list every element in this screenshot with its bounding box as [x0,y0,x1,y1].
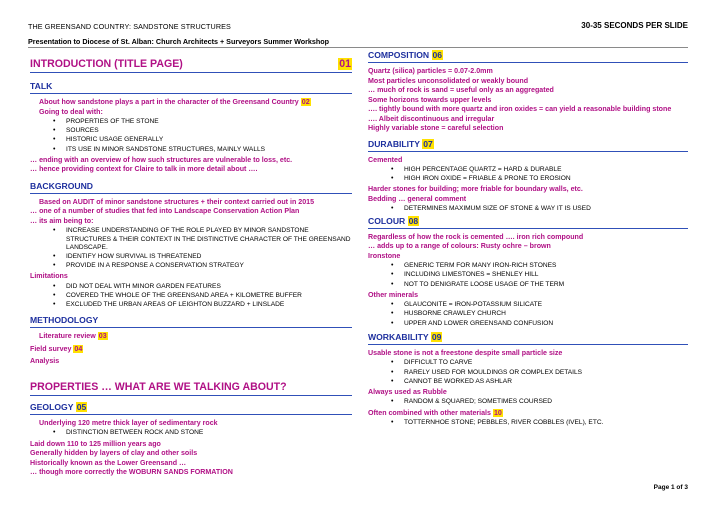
background-bullet-list [30,227,352,270]
list-item: • HUSBORNE CRAWLEY CHURCH [404,310,688,318]
composition-line-3: … much of rock is sand = useful only as an aggregated [368,86,554,94]
durability-bullet-list-2 [368,205,688,213]
geology-heading [30,402,352,415]
document-title: THE GREENSAND COUNTRY: SANDSTONE STRUCTURES [28,22,231,31]
list-item: • ITS USE IN MINOR SANDSTONE STRUCTURES, MAINLY WALLS [66,146,352,154]
list-item: • RANDOM & SQUARED; SOMETIMES COURSED [404,398,688,406]
list-item: • COVERED THE WHOLE OF THE GREENSAND AREA + KILOMETRE BUFFER [66,292,352,300]
list-item: • NOT TO DENIGRATE LOOSE USAGE OF THE TERM [404,281,688,289]
geology-line-2: Laid down 110 to 125 million years ago [30,439,161,448]
list-item: • GENERIC TERM FOR MANY IRON-RICH STONES [404,262,688,270]
list-item: • EXCLUDED THE URBAN AREAS OF LEIGHTON BUZZARD + LINSLADE [66,301,352,309]
slide-number-07: 07 [423,138,433,149]
workability-line-2: Always used as Rubble [368,387,447,396]
field-survey-text: Field survey [30,344,72,353]
page-header [28,22,688,36]
ironstone-list [368,262,688,289]
composition-line-5: …. tightly bound with more quartz and iron oxides = can yield a reasonable building stone [368,105,672,113]
workability-heading-text: WORKABILITY [368,331,429,342]
slide-number-05: 05 [76,401,87,412]
list-item: • DETERMINES MAXIMUM SIZE OF STONE & WAY IT IS USED [404,205,688,213]
workability-heading [368,332,688,345]
talk-line-4: … hence providing context for Claire to talk in more detail about …. [30,165,258,174]
list-item: • INCLUDING LIMESTONES = SHENLEY HILL [404,271,688,279]
workability-line-3 [368,409,688,419]
list-item: • TOTTERNHOE STONE; PEBBLES, RIVER COBBLES (IVEL), ETC. [404,419,688,427]
durability-bullet-list-1 [368,166,688,183]
intro-section-title [30,58,352,73]
geology-line-5: … though more correctly the WOBURN SANDS FORMATION [30,468,233,477]
left-column [30,50,352,478]
limitations-label: Limitations [30,272,68,281]
slide-number-10: 10 [493,408,502,417]
geology-heading-text: GEOLOGY [30,401,74,412]
composition-heading-text: COMPOSITION [368,50,430,60]
properties-section-title: PROPERTIES … WHAT ARE WE TALKING ABOUT? [30,381,352,396]
talk-line-1 [30,98,352,108]
slide-number-08: 08 [408,215,419,226]
workability-bullet-list-3 [368,419,688,427]
other-minerals-label: Other minerals [368,290,419,299]
list-item: • PROVIDE IN A RESPONSE A CONSERVATION STRATEGY [66,262,352,270]
background-line-3: … its aim being to: [30,216,94,225]
list-item: • RARELY USED FOR MOULDINGS OR COMPLEX DETAILS [404,369,688,377]
list-item: • PROPERTIES OF THE STONE [66,118,352,126]
intro-title-text: INTRODUCTION (TITLE PAGE) [30,58,183,70]
geology-line-4: Historically known as the Lower Greensand … [30,458,187,467]
colour-line-2: … adds up to a range of colours: Rusty ochre – brown [368,242,551,251]
presentation-subtitle: Presentation to Diocese of St. Alban: Church Architects + Surveyors Summer Workshop [28,37,330,46]
slide-number-01: 01 [339,58,351,70]
page-number: Page 1 of 3 [653,484,688,491]
list-item: • IDENTIFY HOW SURVIVAL IS THREATENED [66,253,352,261]
durability-heading [368,139,688,152]
slide-number-09: 09 [431,331,442,342]
methodology-heading: METHODOLOGY [30,315,352,328]
talk-line-1-text: About how sandstone plays a part in the character of the Greensand Country [39,98,299,106]
slide-number-02: 02 [301,98,310,106]
slide-number-04: 04 [74,344,83,353]
composition-line-4: Some horizons towards upper levels [368,95,492,104]
geology-line-1: Underlying 120 metre thick layer of sedimentary rock [39,418,218,427]
list-item: • UPPER AND LOWER GREENSAND CONFUSION [404,320,688,328]
list-item: • INCREASE UNDERSTANDING OF THE ROLE PLAYED BY MINOR SANDSTONE STRUCTURES & THEIR CONTEXT IN THE DISTINCTIVE CHARACTER OF THE GREENSAND LANDSCAPE. [66,227,352,252]
literature-review [30,332,352,342]
geology-bullet-list [30,429,352,437]
composition-heading [368,50,688,63]
composition-line-7: Highly variable stone = careful selection [368,124,504,132]
timing-note: 30-35 SECONDS PER SLIDE [581,21,688,30]
durability-line-2: Harder stones for building; more friable for boundary walls, etc. [368,185,583,194]
list-item: • DID NOT DEAL WITH MINOR GARDEN FEATURES [66,283,352,291]
colour-heading-text: COLOUR [368,215,406,226]
header-divider [28,47,688,48]
analysis: Analysis [30,357,60,366]
list-item: • HIGH IRON OXIDE = FRIABLE & PRONE TO EROSION [404,175,688,183]
list-item: • HIGH PERCENTAGE QUARTZ = HARD & DURABLE [404,166,688,174]
composition-line-1: Quartz (silica) particles = 0.07-2.0mm [368,67,493,75]
workability-bullet-list-2 [368,398,688,406]
workability-line-3-text: Often combined with other materials [368,408,491,417]
list-item: • CANNOT BE WORKED AS ASHLAR [404,378,688,386]
field-survey [30,345,352,355]
other-minerals-list [368,301,688,328]
geology-line-3: Generally hidden by layers of clay and other soils [30,449,198,458]
colour-heading [368,216,688,229]
durability-line-1: Cemented [368,155,403,164]
talk-line-2: Going to deal with: [39,107,103,116]
list-item: • HISTORIC USAGE GENERALLY [66,136,352,144]
durability-heading-text: DURABILITY [368,138,420,149]
limitations-list [30,283,352,310]
colour-line-1: Regardless of how the rock is cemented …. iron rich compound [368,232,584,241]
talk-line-3: … ending with an overview of how such structures are vulnerable to loss, etc. [30,155,293,164]
composition-line-2: Most particles unconsolidated or weakly bound [368,76,529,85]
list-item: • DIFFICULT TO CARVE [404,359,688,367]
talk-bullet-list [30,118,352,154]
durability-line-3: Bedding … general comment [368,194,467,203]
list-item: • SOURCES [66,127,352,135]
workability-line-1: Usable stone is not a freestone despite small particle size [368,348,563,357]
workability-bullet-list-1 [368,359,688,386]
ironstone-label: Ironstone [368,251,401,260]
background-heading: BACKGROUND [30,181,352,194]
background-line-1: Based on AUDIT of minor sandstone structures + their context carried out in 2015 [39,197,315,206]
list-item: • DISTINCTION BETWEEN ROCK AND STONE [66,429,352,437]
literature-review-text: Literature review [39,332,96,341]
background-line-2: … one of a number of studies that fed into Landscape Conservation Action Plan [30,207,300,216]
slide-number-06: 06 [432,50,443,60]
right-column [368,50,688,429]
list-item: • GLAUCONITE = IRON-POTASSIUM SILICATE [404,301,688,309]
slide-number-03: 03 [98,332,107,341]
composition-line-6: …. Albeit discontinuous and irregular [368,114,495,123]
talk-heading: TALK [30,81,352,94]
